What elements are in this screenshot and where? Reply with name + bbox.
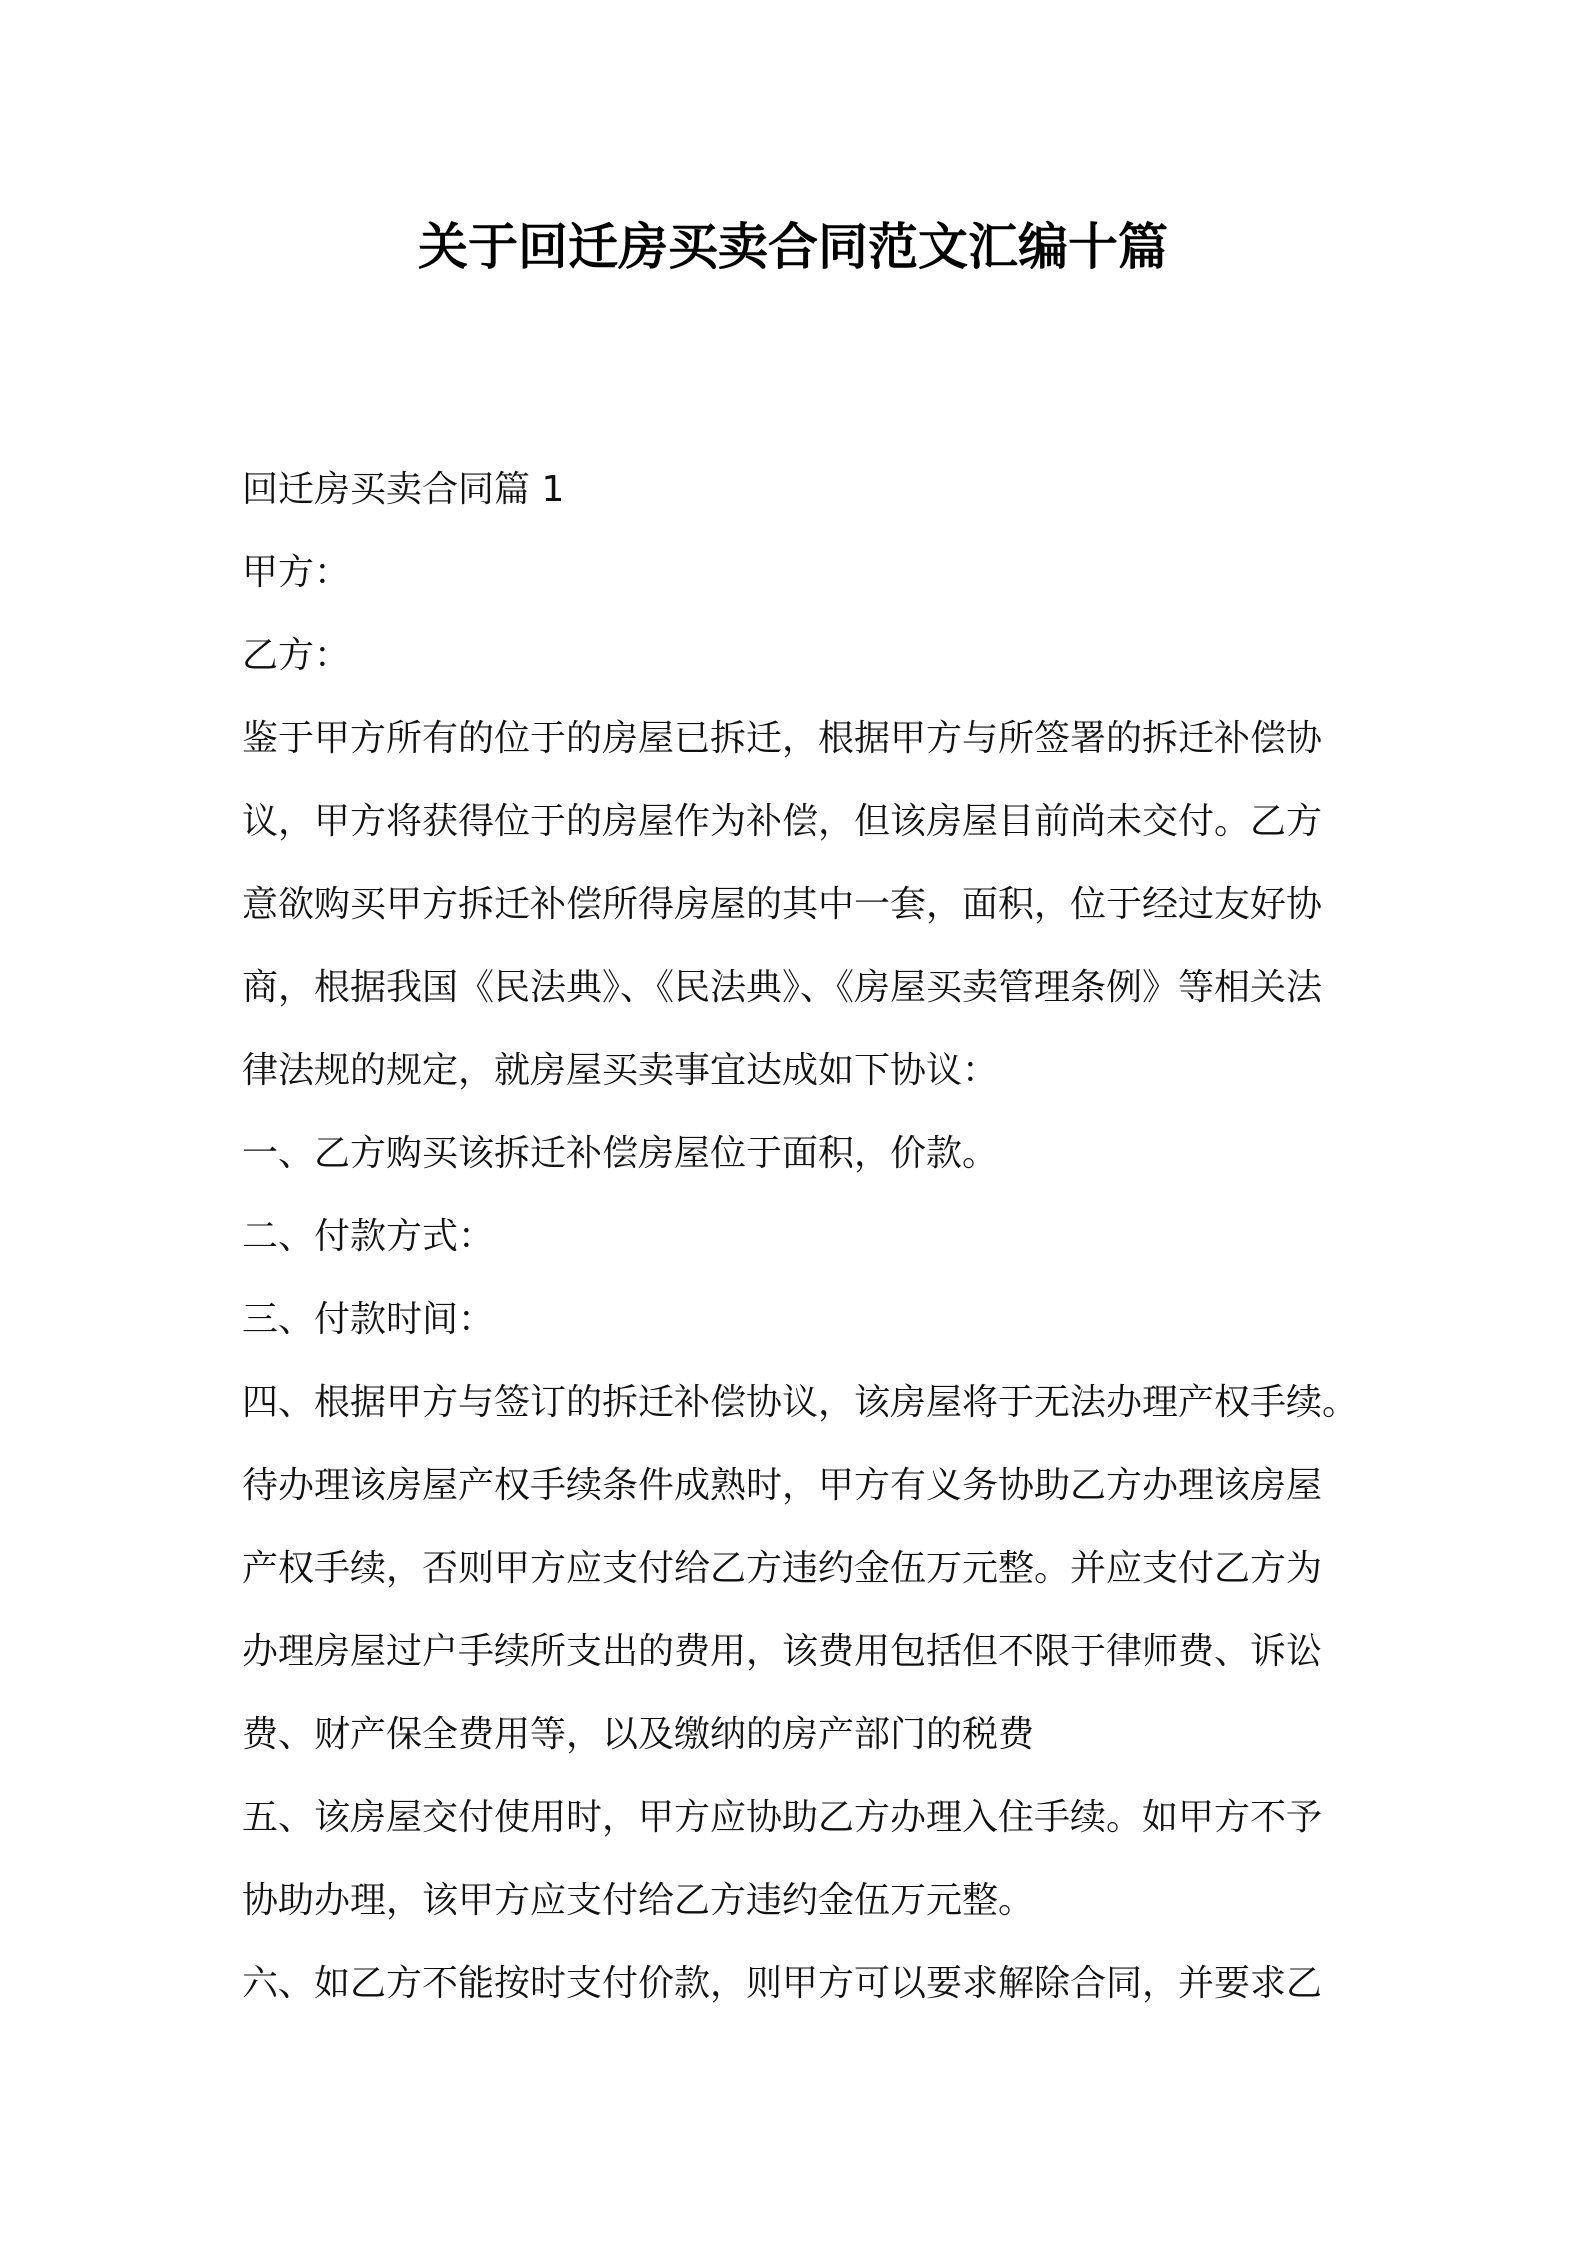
paragraph-line: 产权手续，否则甲方应支付给乙方违约金伍万元整。并应支付乙方为 <box>242 1548 1323 1589</box>
paragraph-line: 待办理该房屋产权手续条件成熟时，甲方有义务协助乙方办理该房屋 <box>242 1465 1323 1506</box>
paragraph-line: 商，根据我国《民法典》、《民法典》、《房屋买卖管理条例》等相关法 <box>242 967 1323 1008</box>
clause-1: 一、乙方购买该拆迁补偿房屋位于面积，价款。 <box>242 1133 999 1174</box>
document-body <box>242 448 1359 2025</box>
paragraph-line: 律法规的规定，就房屋买卖事宜达成如下协议： <box>242 1050 999 1091</box>
paragraph-line: 意欲购买甲方拆迁补偿所得房屋的其中一套，面积，位于经过友好协 <box>242 884 1323 925</box>
clause-4: 四、根据甲方与签订的拆迁补偿协议，该房屋将于无法办理产权手续。 <box>242 1382 1359 1423</box>
paragraph-line: 办理房屋过户手续所支出的费用，该费用包括但不限于律师费、诉讼 <box>242 1631 1323 1672</box>
clause-3: 三、付款时间： <box>242 1299 495 1340</box>
paragraph-line: 协助办理，该甲方应支付给乙方违约金伍万元整。 <box>242 1880 1035 1921</box>
party-b-label: 乙方： <box>242 635 351 676</box>
document-title: 关于回迁房买卖合同范文汇编十篇 <box>418 218 1168 276</box>
paragraph-line: 费、财产保全费用等，以及缴纳的房产部门的税费 <box>242 1714 1035 1755</box>
paragraph-line: 鉴于甲方所有的位于的房屋已拆迁，根据甲方与所签署的拆迁补偿协 <box>242 718 1323 759</box>
clause-2: 二、付款方式： <box>242 1216 495 1257</box>
section-heading: 回迁房买卖合同篇 1 <box>242 469 565 510</box>
paragraph-line: 议，甲方将获得位于的房屋作为补偿，但该房屋目前尚未交付。乙方 <box>242 801 1323 842</box>
party-a-label: 甲方： <box>242 552 351 593</box>
clause-5: 五、该房屋交付使用时，甲方应协助乙方办理入住手续。如甲方不予 <box>242 1797 1323 1838</box>
clause-6: 六、如乙方不能按时支付价款，则甲方可以要求解除合同，并要求乙 <box>242 1963 1323 2004</box>
